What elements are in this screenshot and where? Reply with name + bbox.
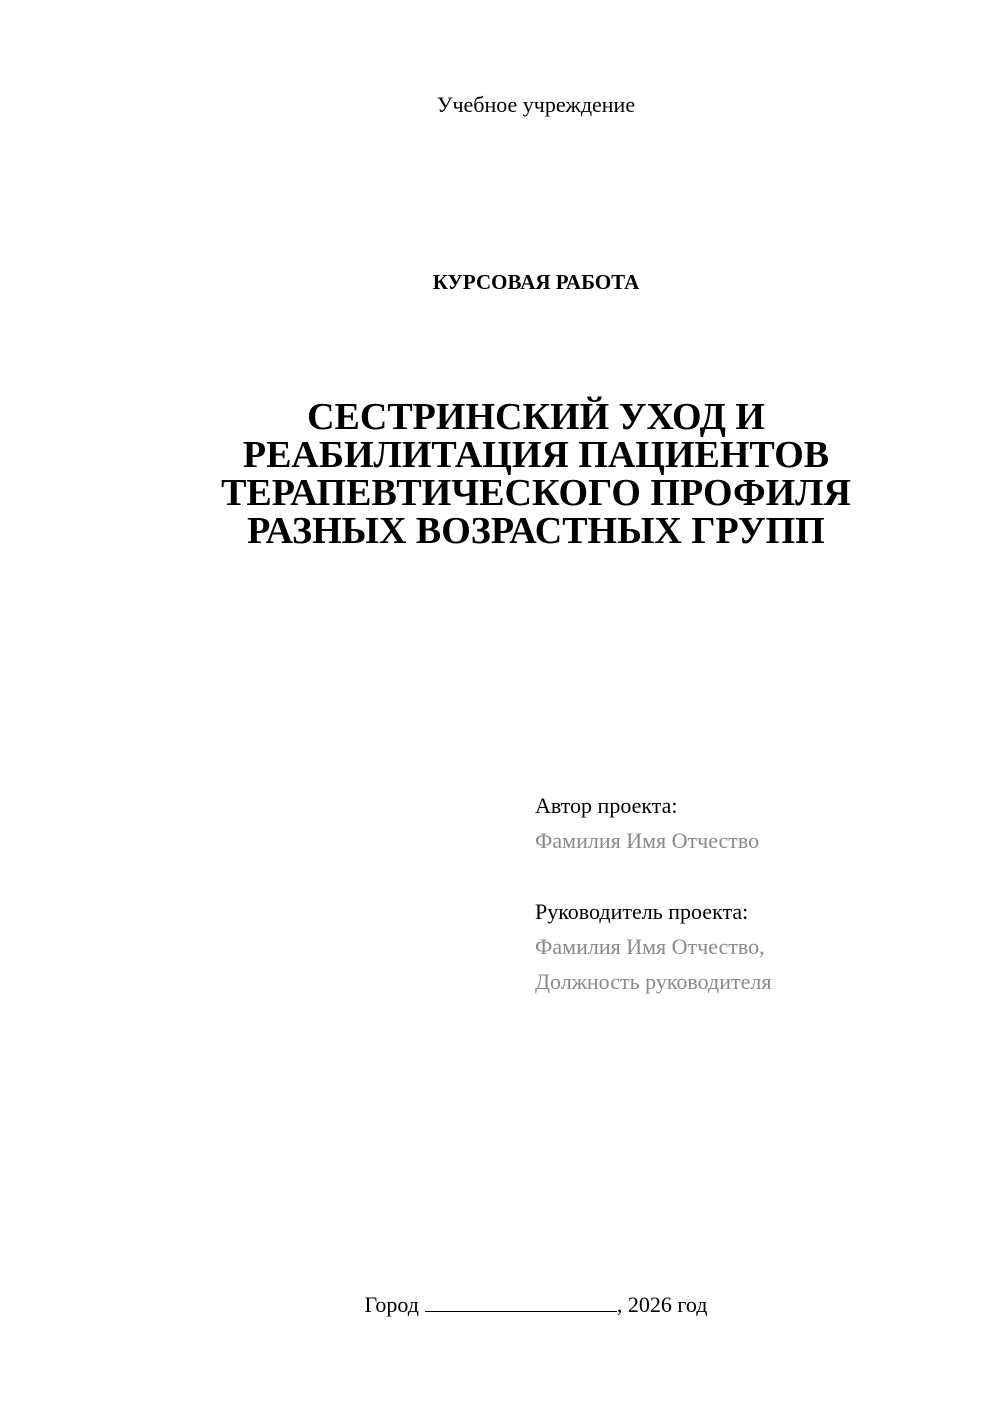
year-text: , 2026 год: [616, 1292, 708, 1317]
city-label: Город: [364, 1292, 419, 1317]
title-line: ТЕРАПЕВТИЧЕСКОГО ПРОФИЛЯ: [221, 472, 851, 514]
supervisor-label: Руководитель проекта:: [535, 899, 749, 924]
city-blank-line: [425, 1291, 617, 1312]
institution-name: Учебное учреждение: [436, 92, 636, 117]
author-name: Фамилия Имя Отчество: [535, 828, 760, 853]
supervisor-name: Фамилия Имя Отчество,: [535, 934, 765, 959]
title-line: РАЗНЫХ ВОЗРАСТНЫХ ГРУПП: [247, 510, 825, 552]
supervisor-position: Должность руководителя: [535, 969, 772, 994]
document-title: [0, 398, 1000, 550]
title-line: СЕСТРИНСКИЙ УХОД И: [307, 396, 765, 438]
credits-block: [535, 788, 975, 999]
credits-spacer: [535, 858, 975, 894]
city-year-line: [0, 1290, 1000, 1320]
title-line: РЕАБИЛИТАЦИЯ ПАЦИЕНТОВ: [242, 434, 830, 476]
work-type-heading: КУРСОВАЯ РАБОТА: [432, 270, 640, 294]
author-label: Автор проекта:: [535, 793, 678, 818]
